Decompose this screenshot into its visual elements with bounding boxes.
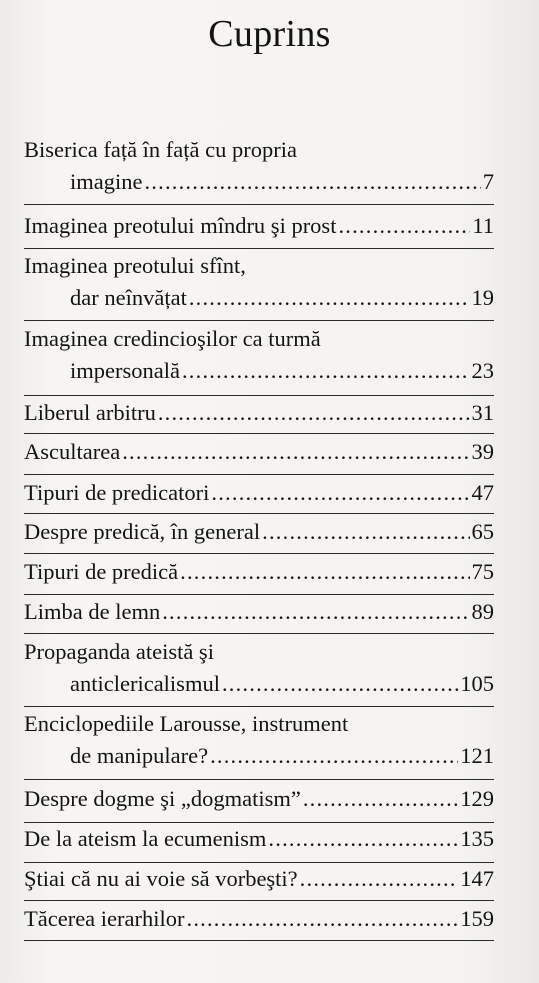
toc-entry bbox=[24, 596, 494, 628]
toc-entry-title: Despre dogme şi „dogmatism” bbox=[24, 786, 301, 811]
dot-leader bbox=[303, 783, 458, 815]
separator bbox=[24, 779, 494, 780]
page-number: 47 bbox=[471, 480, 494, 505]
separator bbox=[24, 940, 494, 941]
page-number: 65 bbox=[471, 519, 494, 544]
toc-entry bbox=[24, 134, 494, 198]
page-number: 19 bbox=[471, 285, 494, 310]
dot-leader bbox=[300, 863, 459, 895]
page-number: 135 bbox=[460, 826, 494, 851]
page-number: 7 bbox=[482, 169, 494, 194]
toc-entry bbox=[24, 250, 494, 314]
toc-entry-title: Tăcerea ierarhilor bbox=[24, 906, 185, 931]
page-number: 89 bbox=[471, 599, 494, 624]
dot-leader bbox=[122, 436, 469, 468]
toc-entry bbox=[24, 783, 494, 815]
dot-leader bbox=[222, 668, 458, 700]
page-number: 121 bbox=[460, 743, 494, 768]
page-number: 39 bbox=[471, 439, 494, 464]
separator bbox=[24, 248, 494, 249]
toc-entry-last-line bbox=[24, 596, 494, 628]
toc-entry bbox=[24, 708, 494, 772]
toc-entry-last-line bbox=[24, 823, 494, 855]
toc-entry-last-line bbox=[24, 436, 494, 468]
toc-entry-title-end: anticlericalismul bbox=[70, 671, 220, 696]
separator bbox=[24, 395, 494, 396]
toc-entry-last-line bbox=[24, 668, 494, 700]
toc-entry-last-line bbox=[24, 516, 494, 548]
toc-entry bbox=[24, 556, 494, 588]
toc-entry-last-line bbox=[24, 903, 494, 935]
toc-entry bbox=[24, 323, 494, 387]
page-title: Cuprins bbox=[208, 13, 331, 55]
toc-entry bbox=[24, 823, 494, 855]
toc-entry-title: Ştiai că nu ai voie să vorbeşti? bbox=[24, 866, 298, 891]
dot-leader bbox=[211, 477, 469, 509]
toc-entry-title-line: Imaginea preotului sfînt, bbox=[24, 253, 246, 278]
toc-entry-last-line bbox=[24, 783, 494, 815]
toc-entry-title-line: Enciclopediile Larousse, instrument bbox=[24, 711, 349, 736]
toc-entry bbox=[24, 863, 494, 895]
page-number: 129 bbox=[460, 786, 494, 811]
separator bbox=[24, 433, 494, 434]
toc-entry-last-line bbox=[24, 166, 494, 198]
toc-entry-last-line bbox=[24, 355, 494, 387]
toc-entry-title: Ascultarea bbox=[24, 439, 121, 464]
toc-entry-title-line: Biserica față în față cu propria bbox=[24, 137, 297, 162]
separator bbox=[24, 594, 494, 595]
dot-leader bbox=[158, 397, 470, 429]
toc-entry-title-end: de manipulare? bbox=[70, 743, 209, 768]
page-number: 159 bbox=[460, 906, 494, 931]
separator bbox=[24, 204, 494, 205]
toc-entry bbox=[24, 210, 494, 242]
toc-entry-last-line bbox=[24, 210, 494, 242]
toc-entry bbox=[24, 516, 494, 548]
dot-leader bbox=[338, 210, 470, 242]
dot-leader bbox=[268, 823, 458, 855]
dot-leader bbox=[189, 282, 470, 314]
toc-entry-last-line bbox=[24, 740, 494, 772]
toc-entry-title: Tipuri de predică bbox=[24, 559, 179, 584]
dot-leader bbox=[144, 166, 480, 198]
dot-leader bbox=[262, 516, 469, 548]
toc-entry-title-line: Propaganda ateistă şi bbox=[24, 639, 214, 664]
toc-entry-title: Limba de lemn bbox=[24, 599, 161, 624]
dot-leader bbox=[182, 355, 470, 387]
page-number: 75 bbox=[471, 559, 494, 584]
dot-leader bbox=[180, 556, 469, 588]
toc-entry-last-line bbox=[24, 282, 494, 314]
toc-entry bbox=[24, 477, 494, 509]
toc-entry bbox=[24, 397, 494, 429]
page-number: 23 bbox=[471, 358, 494, 383]
toc-entry bbox=[24, 436, 494, 468]
separator bbox=[24, 513, 494, 514]
toc-entry-title: Imaginea preotului mîndru şi prost bbox=[24, 213, 337, 238]
page-number: 147 bbox=[460, 866, 494, 891]
page-number: 31 bbox=[471, 400, 494, 425]
toc-entry bbox=[24, 903, 494, 935]
toc-entry-title-line: Imaginea credincioşilor ca turmă bbox=[24, 326, 321, 351]
toc-entry-title: Despre predică, în general bbox=[24, 519, 261, 544]
separator bbox=[24, 474, 494, 475]
separator bbox=[24, 320, 494, 321]
toc-entry-last-line bbox=[24, 397, 494, 429]
dot-leader bbox=[187, 903, 459, 935]
page-number: 105 bbox=[460, 671, 494, 696]
toc-entry-title: Liberul arbitru bbox=[24, 400, 156, 425]
toc-entry-title-end: impersonală bbox=[70, 358, 180, 383]
dot-leader bbox=[210, 740, 458, 772]
separator bbox=[24, 553, 494, 554]
toc-entry-title: Tipuri de predicatori bbox=[24, 480, 210, 505]
dot-leader bbox=[162, 596, 469, 628]
toc-entry-title: De la ateism la ecumenism bbox=[24, 826, 267, 851]
toc-entry bbox=[24, 636, 494, 700]
page-number: 11 bbox=[472, 213, 494, 238]
toc-entry-last-line bbox=[24, 477, 494, 509]
toc-entry-title-end: imagine bbox=[70, 169, 143, 194]
separator bbox=[24, 633, 494, 634]
toc-entry-title-end: dar neînvățat bbox=[70, 285, 187, 310]
separator bbox=[24, 900, 494, 901]
toc-entry-last-line bbox=[24, 863, 494, 895]
separator bbox=[24, 706, 494, 707]
toc-entry-last-line bbox=[24, 556, 494, 588]
